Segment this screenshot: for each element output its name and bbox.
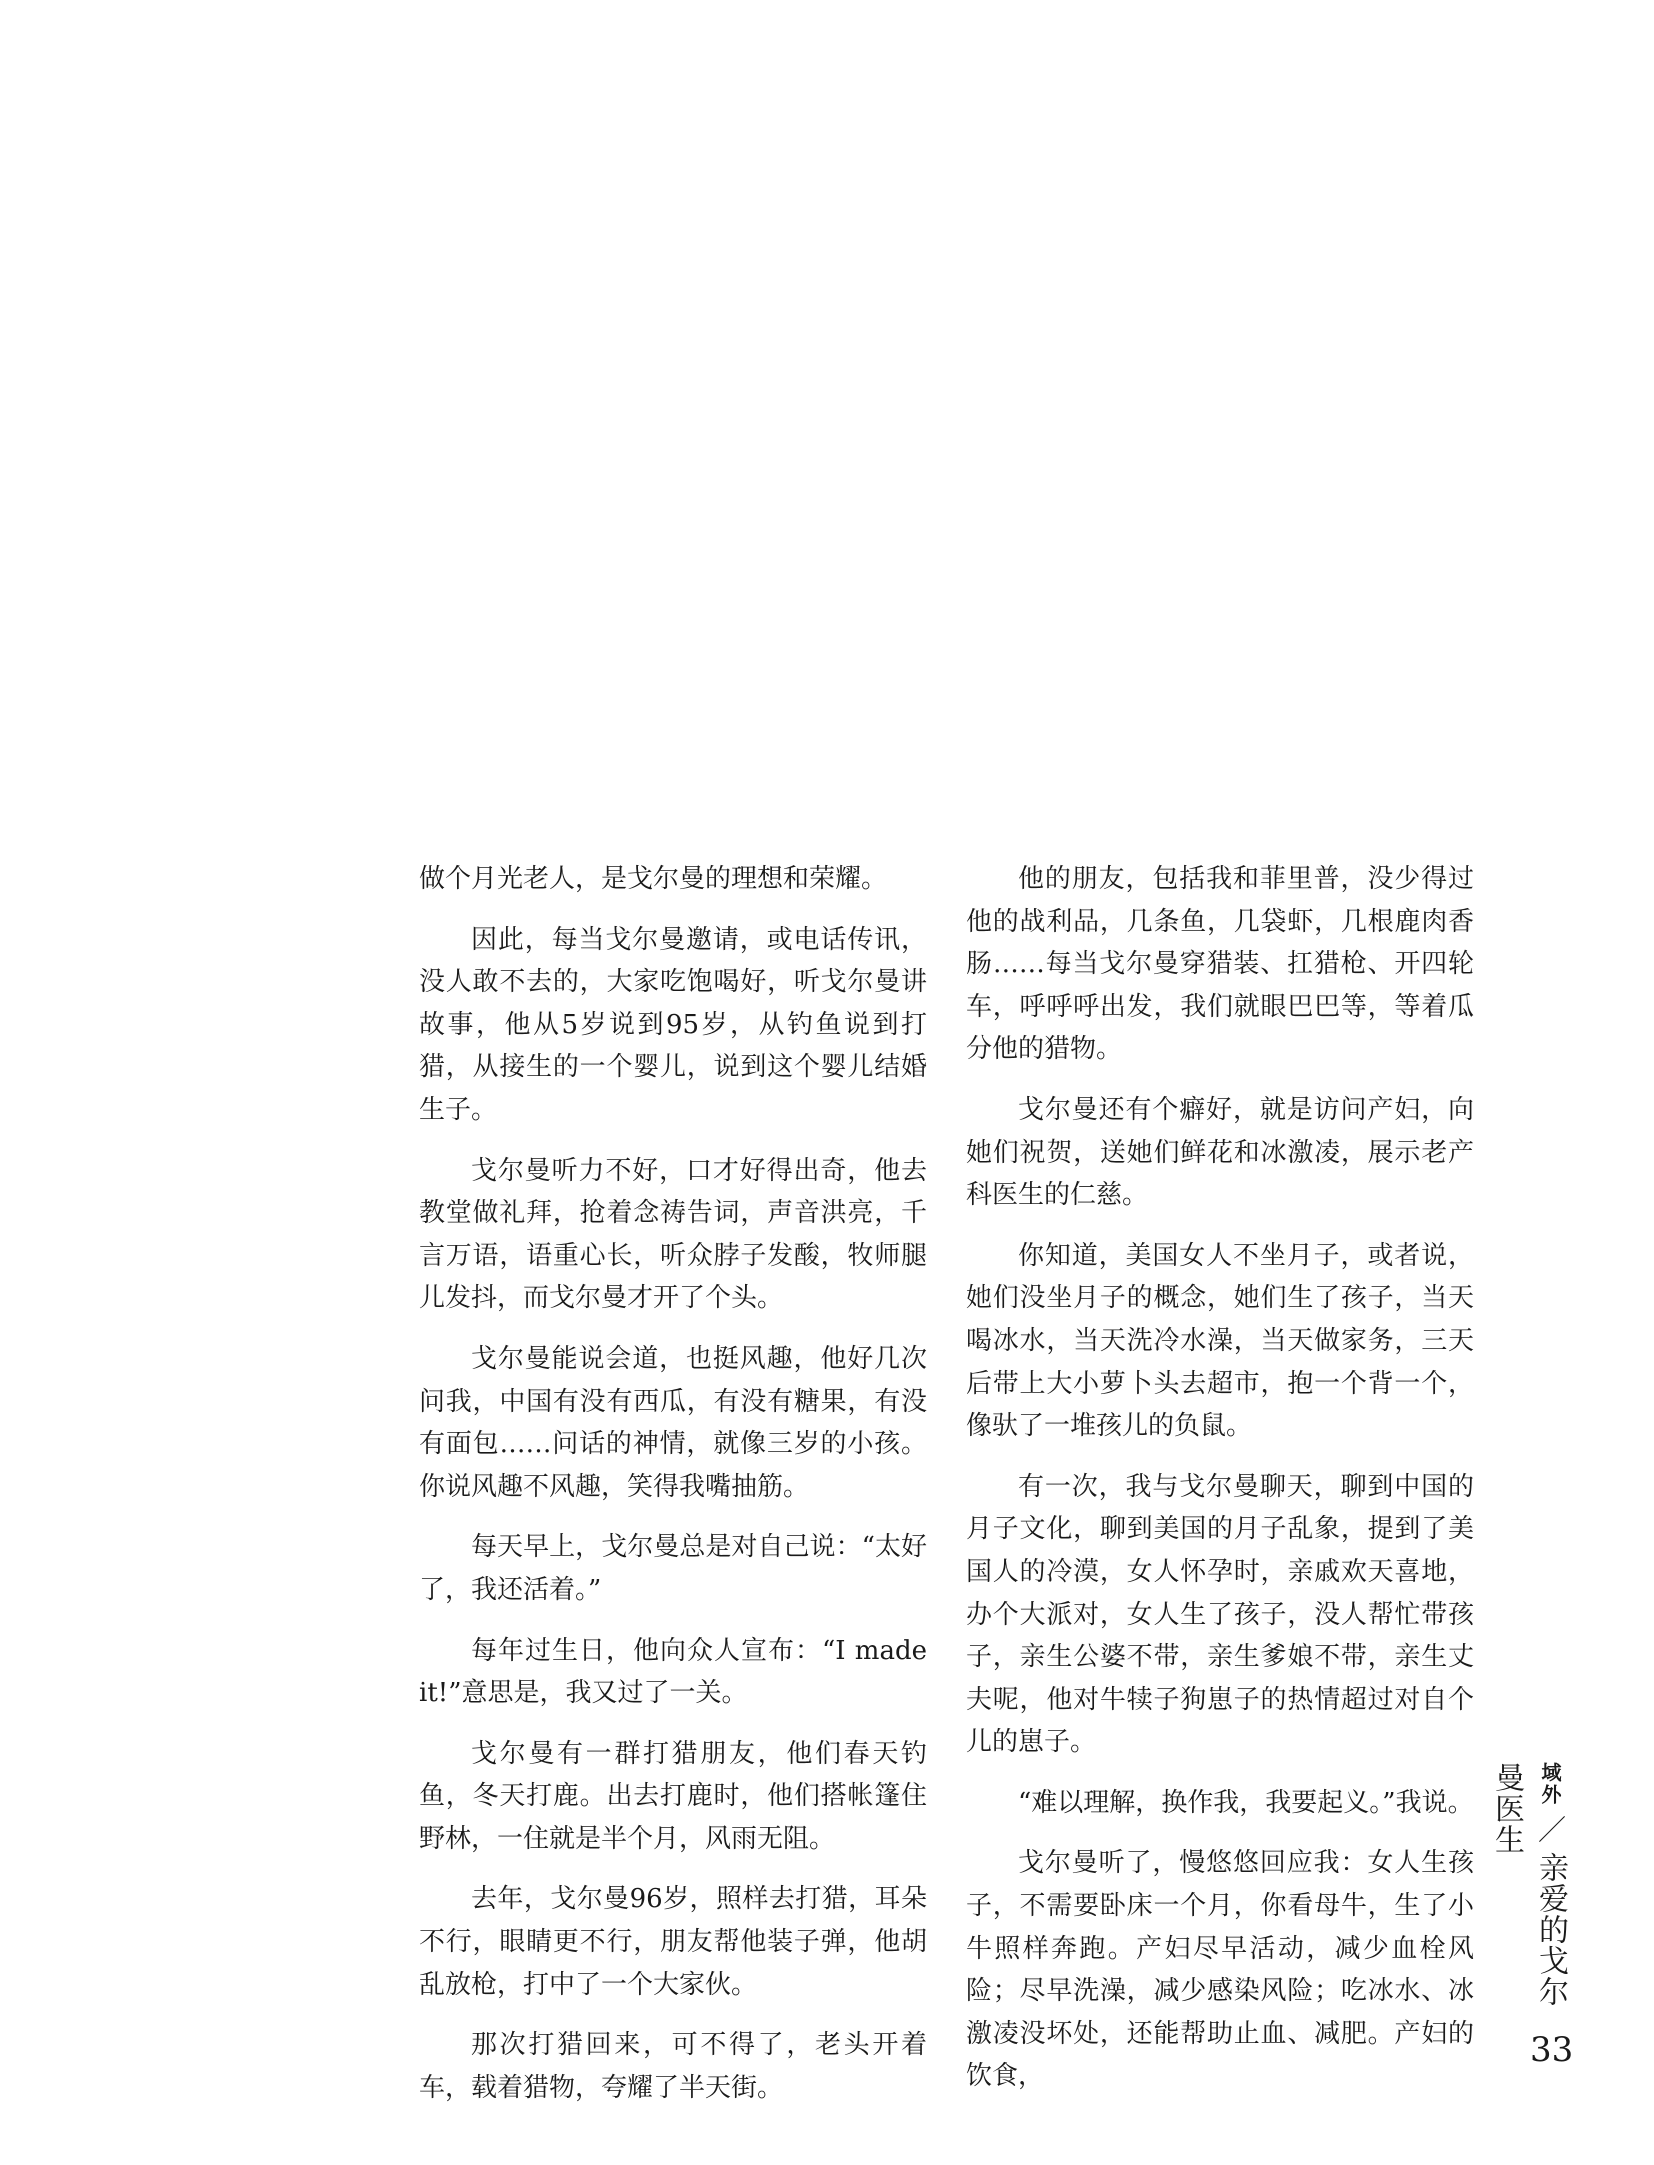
paragraph: 戈尔曼有一群打猎朋友，他们春天钓鱼，冬天打鹿。出去打鹿时，他们搭帐篷住野林，一住就是半个月，风雨无阻。: [419, 1738, 927, 1854]
paragraph: 因此，每当戈尔曼邀请，或电话传讯，没人敢不去的，大家吃饱喝好，听戈尔曼讲故事，他从5岁说到95岁，从钓鱼说到打猎，从接生的一个婴儿，说到这个婴儿结婚生子。: [419, 924, 927, 1125]
left-text-column: [419, 858, 927, 2127]
paragraph: 那次打猎回来，可不得了，老头开着车，载着猎物，夸耀了半天街。: [419, 2030, 927, 2103]
paragraph: 做个月光老人，是戈尔曼的理想和荣耀。: [419, 864, 888, 894]
article-title: 亲爱的戈尔曼医生: [1489, 1762, 1568, 2008]
page-number: 33: [1530, 2030, 1574, 2070]
header-separator: ／: [1534, 1815, 1567, 1844]
paragraph: 去年，戈尔曼96岁，照样去打猎，耳朵不行，眼睛更不行，朋友帮他装子弹，他胡乱放枪，打中了一个大家伙。: [419, 1884, 927, 2000]
paragraph: 每年过生日，他向众人宣布：“I made it!”意思是，我又过了一关。: [419, 1635, 927, 1709]
paragraph: 每天早上，戈尔曼总是对自己说：“太好了，我还活着。”: [419, 1532, 927, 1605]
paragraph: 他的朋友，包括我和菲里普，没少得过他的战利品，几条鱼，几袋虾，几根鹿肉香肠……每当戈尔曼穿猎装、扛猎枪、开四轮车，呼呼呼出发，我们就眼巴巴等，等着瓜分他的猎物。: [966, 864, 1474, 1065]
right-text-column: [966, 858, 1474, 2116]
section-label: 域外: [1538, 1762, 1562, 1806]
paragraph: 有一次，我与戈尔曼聊天，聊到中国的月子文化，聊到美国的月子乱象，提到了美国人的冷漠，女人怀孕时，亲戚欢天喜地，办个大派对，女人生了孩子，没人帮忙带孩子，亲生公婆不带，亲生爹娘不带，亲生丈夫呢，他对牛犊子狗崽子的热情超过对自个儿的崽子。: [966, 1471, 1474, 1758]
running-header: [1489, 1762, 1572, 2022]
paragraph: 戈尔曼听力不好，口才好得出奇，他去教堂做礼拜，抢着念祷告词，声音洪亮，千言万语，语重心长，听众脖子发酸，牧师腿儿发抖，而戈尔曼才开了个头。: [419, 1155, 927, 1314]
paragraph: 戈尔曼还有个癖好，就是访问产妇，向她们祝贺，送她们鲜花和冰激凌，展示老产科医生的仁慈。: [966, 1094, 1474, 1211]
paragraph: “难以理解，换作我，我要起义。”我说。: [1018, 1787, 1474, 1818]
paragraph: 你知道，美国女人不坐月子，或者说，她们没坐月子的概念，她们生了孩子，当天喝冰水，当天洗冷水澡，当天做家务，三天后带上大小萝卜头去超市，抱一个背一个，像驮了一堆孩儿的负鼠。: [966, 1240, 1474, 1442]
paragraph: 戈尔曼听了，慢悠悠回应我：女人生孩子，不需要卧床一个月，你看母牛，生了小牛照样奔跑。产妇尽早活动，减少血栓风险；尽早洗澡，减少感染风险；吃冰水、冰激凌没坏处，还能帮助止血、减肥。产妇的饮食，: [966, 1848, 1474, 2092]
paragraph: 戈尔曼能说会道，也挺风趣，他好几次问我，中国有没有西瓜，有没有糖果，有没有面包……问话的神情，就像三岁的小孩。你说风趣不风趣，笑得我嘴抽筋。: [419, 1343, 927, 1502]
